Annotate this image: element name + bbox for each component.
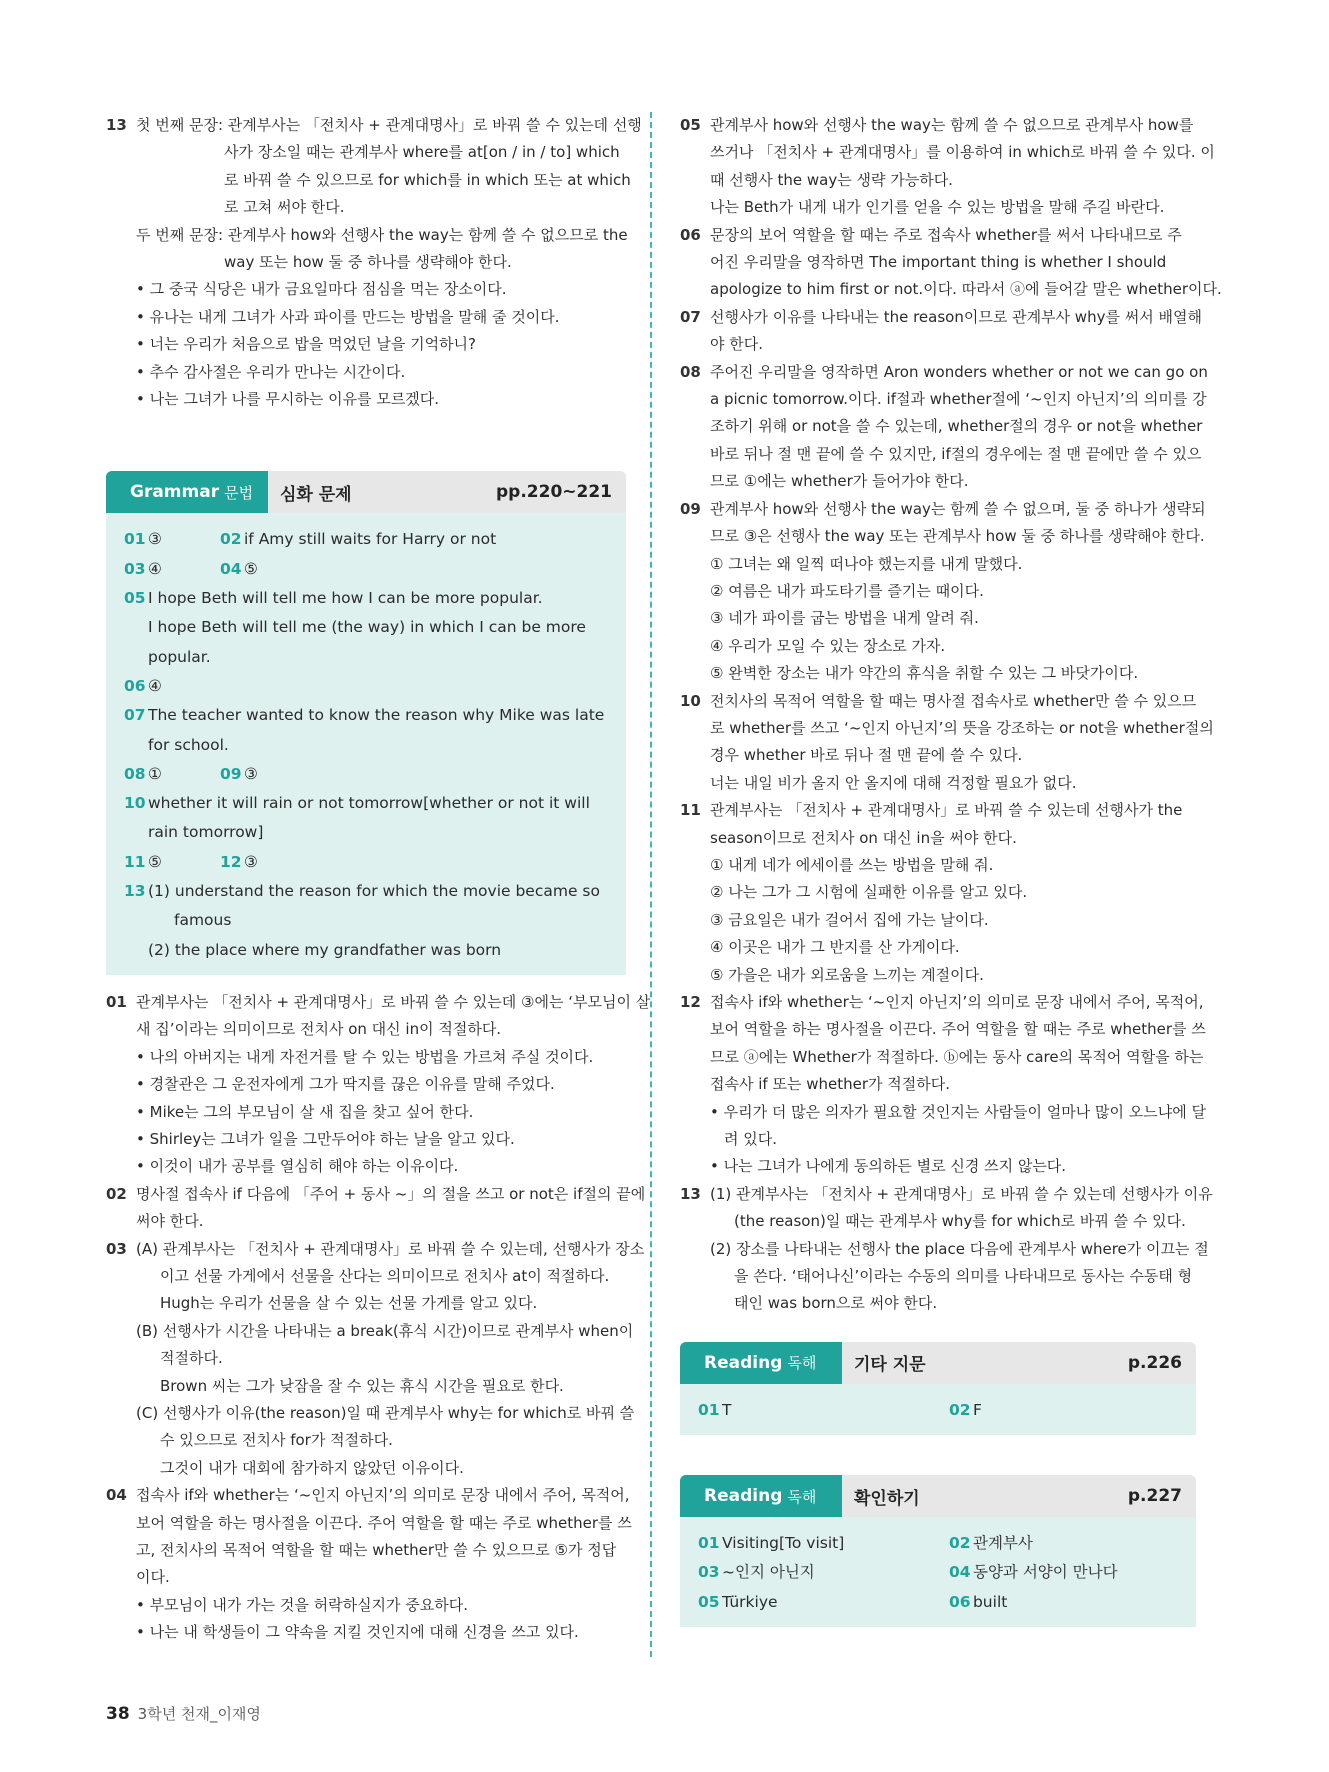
text-line: 적절하다. bbox=[160, 1349, 223, 1368]
text-line: season이므로 전치사 on 대신 in을 써야 한다. bbox=[710, 828, 1017, 847]
answer: popular. bbox=[148, 647, 211, 666]
item-number: 11 bbox=[680, 801, 701, 820]
translation-line: 려 있다. bbox=[724, 1130, 778, 1149]
answer-row: 01 T 02 F bbox=[698, 1400, 982, 1419]
text-line: 쓰거나 「전치사 + 관계대명사」를 이용하여 in which로 바꿔 쓸 수 있다. 이 bbox=[710, 143, 1215, 162]
text-line: 관계부사 how와 선행사 the way는 함께 쓸 수 없으며, 둘 중 하나가 생략되 bbox=[710, 499, 1206, 518]
answer: ④ bbox=[148, 676, 162, 695]
text-line: (the reason)일 때는 관계부사 why를 for which로 바꿔 쓸 수 있다. bbox=[734, 1212, 1186, 1231]
explanation-11 bbox=[680, 797, 1196, 989]
text-line: 관계부사 how와 선행사 the way는 함께 쓸 수 없으므로 관계부사 how를 bbox=[710, 116, 1194, 134]
text-line: 경우 whether 바로 뒤나 절 맨 끝에 쓸 수 있다. bbox=[710, 746, 1023, 765]
choice-translation: ① 내게 네가 에세이를 쓰는 방법을 말해 줘. bbox=[710, 855, 994, 874]
choice-translation: ⑤ 완벽한 장소는 내가 약간의 휴식을 취할 수 있는 그 바닷가이다. bbox=[710, 664, 1139, 683]
answer-row: 03 ④ 04 ⑤ bbox=[124, 559, 258, 578]
text-line: 선행사가 이유를 나타내는 the reason이므로 관계부사 why를 써서 배열해 bbox=[710, 307, 1202, 326]
translation-line: 나는 Beth가 내게 내가 인기를 얻을 수 있는 방법을 말해 주길 바란다. bbox=[710, 198, 1165, 217]
explanation-02 bbox=[106, 1181, 646, 1236]
translation-bullet: • Shirley는 그녀가 일을 그만두어야 하는 날을 알고 있다. bbox=[136, 1126, 626, 1153]
item-number: 08 bbox=[680, 362, 701, 381]
text-line: 전치사의 목적어 역할을 할 때는 명사절 접속사로 whether만 쓸 수 있으므 bbox=[710, 691, 1197, 710]
text-line: 접속사 if와 whether는 ‘~인지 아닌지’의 의미로 문장 내에서 주어, 목적어, bbox=[136, 1486, 630, 1505]
answer: for school. bbox=[148, 735, 229, 754]
answer: ④ bbox=[148, 559, 162, 578]
answer-item: 05 I hope Beth will tell me how I can be more popular. I hope Beth will tell me (the way) in which I can be more popular. bbox=[124, 584, 608, 672]
text-line: 접속사 if 또는 whether가 적절하다. bbox=[710, 1075, 950, 1094]
text-line: 관계부사는 「전치사 + 관계대명사」로 바꿔 쓸 수 있는데 ③에는 ‘부모님이 살 bbox=[136, 992, 651, 1011]
answer-row: 01 Visiting[To visit] 02 관계부사 bbox=[698, 1534, 1033, 1553]
text-line: 주어진 우리말을 영작하면 Aron wonders whether or not we can go on bbox=[710, 362, 1208, 381]
page-range: p.226 bbox=[1127, 1352, 1182, 1373]
box-header bbox=[106, 471, 626, 513]
explanation-03 bbox=[106, 1236, 645, 1483]
text-line: 어진 우리말을 영작하면 The important thing is whether I should bbox=[710, 253, 1167, 272]
text-line: (C) 선행사가 이유(the reason)일 때 관계부사 why는 for which로 바꿔 쓸 bbox=[136, 1404, 635, 1423]
answer: ③ bbox=[244, 852, 258, 871]
box-header bbox=[680, 1342, 1196, 1384]
tag-sublabel: 독해 bbox=[787, 1354, 817, 1373]
tag-label: Reading bbox=[704, 1486, 783, 1507]
answer-item: 07 The teacher wanted to know the reason why Mike was late for school. bbox=[124, 701, 608, 760]
text-line: 고, 전치사의 목적어 역할을 할 때는 whether만 쓸 수 있으므로 ⑤가 정답 bbox=[136, 1541, 617, 1560]
grammar-answer-box bbox=[106, 471, 626, 974]
translation-bullet: • 이것이 내가 공부를 열심히 해야 하는 이유이다. bbox=[136, 1153, 626, 1180]
item-number: 04 bbox=[106, 1486, 127, 1505]
text-line: (B) 선행사가 시간을 나타내는 a break(휴식 시간)이므로 관계부사 when이 bbox=[136, 1321, 634, 1340]
text-line: 야 한다. bbox=[710, 335, 764, 354]
answer: ⑤ bbox=[244, 559, 258, 578]
translation-bullet: • 너는 우리가 처음으로 밥을 먹었던 날을 기억하니? bbox=[136, 331, 626, 358]
answer-item: 10 whether it will rain or not tomorrow[whether or not it will rain tomorrow] bbox=[124, 789, 608, 848]
answer: famous bbox=[174, 911, 232, 930]
text-line: (A) 관계부사는 「전치사 + 관계대명사」로 바꿔 쓸 수 있는데, 선행사가 장소 bbox=[136, 1239, 645, 1258]
column-divider bbox=[650, 112, 652, 1657]
item-number: 13 bbox=[680, 1184, 701, 1203]
answer: (1) understand the reason for which the movie became so bbox=[148, 882, 600, 901]
text-line: 보어 역할을 하는 명사절을 이끈다. 주어 역할을 할 때는 주로 whether를 쓰 bbox=[710, 1020, 1206, 1039]
reading-answer-box-2 bbox=[680, 1475, 1196, 1627]
translation-bullet: • 그 중국 식당은 내가 금요일마다 점심을 먹는 장소이다. bbox=[136, 276, 626, 303]
text-line: 므로 ①에는 whether가 들어가야 한다. bbox=[710, 472, 969, 491]
answer: rain tomorrow] bbox=[148, 823, 264, 842]
answer: ③ bbox=[244, 764, 258, 783]
explanation-09 bbox=[680, 496, 1206, 688]
explanation-01 bbox=[106, 989, 651, 1181]
item-number: 10 bbox=[680, 691, 701, 710]
text-line: 보어 역할을 하는 명사절을 이끈다. 주어 역할을 할 때는 주로 whether를 쓰 bbox=[136, 1513, 632, 1532]
answer-list bbox=[106, 513, 626, 974]
explanation-12 bbox=[680, 989, 1207, 1181]
text-line: 새 집’이라는 의미이므로 전치사 on 대신 in이 적절하다. bbox=[136, 1020, 502, 1039]
answer-row: 08 ① 09 ③ bbox=[124, 764, 258, 783]
translation-line: Brown 씨는 그가 낮잠을 잘 수 있는 휴식 시간을 필요로 한다. bbox=[160, 1376, 564, 1395]
translation-bullet: • 추수 감사절은 우리가 만나는 시간이다. bbox=[136, 359, 626, 386]
right-column bbox=[680, 112, 1222, 1627]
text-line: (1) 관계부사는 「전치사 + 관계대명사」로 바꿔 쓸 수 있는데 선행사가 이유 bbox=[710, 1184, 1213, 1203]
translation-bullet: • 나는 그녀가 나를 무시하는 이유를 모르겠다. bbox=[136, 386, 626, 413]
translation-line: 너는 내일 비가 올지 안 올지에 대해 걱정할 필요가 없다. bbox=[710, 773, 1077, 792]
page-footer bbox=[106, 1703, 261, 1724]
answer: I hope Beth will tell me (the way) in which I can be more bbox=[148, 618, 586, 637]
explanation-13-right bbox=[680, 1181, 1213, 1318]
item-number: 05 bbox=[680, 116, 701, 134]
explanation-13 bbox=[106, 112, 642, 413]
answer: I hope Beth will tell me how I can be more popular. bbox=[148, 589, 543, 608]
answer-item: 06 ④ bbox=[124, 676, 162, 695]
answer: The teacher wanted to know the reason why Mike was late bbox=[148, 706, 605, 725]
item-number: 12 bbox=[680, 993, 701, 1011]
text-line: 때 선행사 the way는 생략 가능하다. bbox=[710, 170, 953, 189]
text-line: 관계부사는 「전치사 + 관계대명사」로 바꿔 쓸 수 있는데 선행사가 the bbox=[710, 801, 1183, 820]
item-number: 13 bbox=[106, 116, 127, 134]
explanation-08 bbox=[680, 359, 1208, 496]
explanation-04 bbox=[106, 1482, 632, 1646]
text-line: 이고 선물 가게에서 선물을 산다는 의미이므로 전치사 at이 적절하다. bbox=[160, 1266, 610, 1285]
text-line: a picnic tomorrow.이다. if절과 whether절에 ‘~인지 아닌지’의 의미를 강 bbox=[710, 390, 1207, 409]
answer-row: 05 Türkiye 06 built bbox=[698, 1592, 1008, 1611]
translation-bullet: • 나는 내 학생들이 그 약속을 지킬 것인지에 대해 신경을 쓰고 있다. bbox=[136, 1619, 626, 1646]
answer-row: 03 ~인지 아닌지 04 동양과 서양이 만나다 bbox=[698, 1563, 1118, 1582]
answer-list bbox=[680, 1517, 1196, 1627]
text-line: 조하기 위해 or not을 쓸 수 있는데, whether절의 경우 or not을 whether bbox=[710, 417, 1203, 436]
page-range: p.227 bbox=[1127, 1486, 1182, 1507]
text-line: apologize to him first or not.이다. 따라서 ⓐ에 들어갈 말은 whether이다. bbox=[710, 280, 1222, 299]
text-line: 사가 장소일 때는 관계부사 where를 at[on / in / to] which bbox=[224, 143, 620, 162]
page-number: 38 bbox=[106, 1704, 130, 1724]
answer: if Amy still waits for Harry or not bbox=[244, 530, 497, 549]
choice-translation: ① 그녀는 왜 일찍 떠나야 했는지를 내게 말했다. bbox=[710, 554, 1023, 573]
explanation-05 bbox=[680, 112, 1215, 222]
footer-text: 3학년 천재_이재영 bbox=[137, 1705, 261, 1723]
tag-sublabel: 독해 bbox=[787, 1487, 817, 1506]
item-number: 01 bbox=[106, 992, 127, 1011]
choice-translation: ③ 금요일은 내가 걸어서 집에 가는 날이다. bbox=[710, 910, 989, 929]
translation-bullet: • 부모님이 내가 가는 것을 허락하실지가 중요하다. bbox=[136, 1592, 626, 1619]
answer-row: 11 ⑤ 12 ③ bbox=[124, 852, 258, 871]
answer: 동양과 서양이 만나다 bbox=[972, 1563, 1118, 1582]
answer: ~인지 아닌지 bbox=[722, 1563, 815, 1582]
choice-translation: ② 나는 그가 그 시험에 실패한 이유를 알고 있다. bbox=[710, 883, 1028, 902]
text-line: 태인 was born으로 써야 한다. bbox=[734, 1294, 938, 1313]
text-line: 이다. bbox=[136, 1568, 170, 1587]
choice-translation: ⑤ 가을은 내가 외로움을 느끼는 계절이다. bbox=[710, 965, 984, 984]
text-line: 수 있으므로 전치사 for가 적절하다. bbox=[160, 1431, 393, 1450]
section-tag bbox=[106, 471, 268, 513]
choice-translation: ④ 우리가 모일 수 있는 장소로 가자. bbox=[710, 636, 946, 655]
text-line: 명사절 접속사 if 다음에 「주어 + 동사 ~」의 절을 쓰고 or not은 if절의 끝에 bbox=[136, 1184, 646, 1203]
text-line: 로 고쳐 써야 한다. bbox=[224, 198, 345, 217]
item-number: 02 bbox=[106, 1184, 127, 1203]
text-line: 로 바꿔 쓸 수 있으므로 for which를 in which 또는 at which bbox=[224, 170, 631, 189]
text-line: 문장의 보어 역할을 할 때는 주로 접속사 whether를 써서 나타내므로 주 bbox=[710, 225, 1182, 244]
translation-bullet: • 우리가 더 많은 의자가 필요할 것인지는 사람들이 얼마나 많이 오느냐에 달 bbox=[710, 1099, 1196, 1126]
left-column bbox=[106, 112, 651, 1647]
answer: T bbox=[722, 1400, 732, 1419]
text-line: (2) 장소를 나타내는 선행사 the place 다음에 관계부사 where가 이끄는 절 bbox=[710, 1239, 1209, 1258]
answer: whether it will rain or not tomorrow[whether or not it will bbox=[148, 794, 590, 813]
text-line: 을 쓴다. ‘태어나신’이라는 수동의 의미를 나타내므로 동사는 수동태 형 bbox=[734, 1267, 1193, 1286]
answer-item: 13 (1) understand the reason for which the movie became so famous (2) the place where my grandfather was born bbox=[124, 877, 608, 965]
translation-bullet: • 나는 그녀가 나에게 동의하든 별로 신경 쓰지 않는다. bbox=[710, 1153, 1196, 1180]
box-title: 심화 문제 bbox=[280, 484, 352, 505]
item-number: 07 bbox=[680, 307, 701, 326]
tag-label: Grammar bbox=[130, 482, 220, 503]
answer: (2) the place where my grandfather was born bbox=[148, 940, 502, 959]
translation-bullet: • 경찰관은 그 운전자에게 그가 딱지를 끊은 이유를 말해 주었다. bbox=[136, 1071, 626, 1098]
answer: ③ bbox=[148, 530, 162, 549]
answer: Visiting[To visit] bbox=[722, 1534, 845, 1553]
answer: F bbox=[972, 1400, 982, 1419]
reading-answer-box-1 bbox=[680, 1342, 1196, 1435]
explanation-07 bbox=[680, 304, 1202, 359]
text-line: 로 whether를 쓰고 ‘~인지 아닌지’의 뜻을 강조하는 or not을 whether절의 bbox=[710, 718, 1214, 737]
answer: ① bbox=[148, 764, 162, 783]
text-line: 므로 ③은 선행사 the way 또는 관계부사 how 둘 중 하나를 생략해야 한다. bbox=[710, 527, 1205, 546]
answer: built bbox=[972, 1592, 1008, 1611]
box-title: 기타 지문 bbox=[854, 1355, 926, 1376]
box-header bbox=[680, 1475, 1196, 1517]
item-number: 03 bbox=[106, 1239, 127, 1258]
answer-row: 01 ③ 02 if Amy still waits for Harry or not bbox=[124, 530, 497, 549]
item-number: 06 bbox=[680, 225, 701, 244]
choice-translation: ② 여름은 내가 파도타기를 즐기는 때이다. bbox=[710, 581, 984, 600]
page-range: pp.220~221 bbox=[495, 482, 612, 503]
answer: ⑤ bbox=[148, 852, 162, 871]
text-line: 두 번째 문장: 관계부사 how와 선행사 the way는 함께 쓸 수 없으므로 the bbox=[136, 225, 628, 244]
answer: 관계부사 bbox=[972, 1534, 1033, 1553]
tag-sublabel: 문법 bbox=[224, 483, 254, 502]
text-line: 바로 뒤나 절 맨 끝에 쓸 수 있지만, if절의 경우에는 절 맨 끝에만 쓸 수 있으 bbox=[710, 444, 1202, 463]
explanation-10 bbox=[680, 688, 1214, 798]
text-line: way 또는 how 둘 중 하나를 생략해야 한다. bbox=[224, 253, 512, 272]
box-title: 확인하기 bbox=[854, 1488, 920, 1509]
section-tag bbox=[680, 1342, 842, 1384]
translation-bullet: • 나의 아버지는 내게 자전거를 탈 수 있는 방법을 가르쳐 주실 것이다. bbox=[136, 1044, 626, 1071]
answer-list bbox=[680, 1384, 1196, 1435]
translation-line: Hugh는 우리가 선물을 살 수 있는 선물 가게를 알고 있다. bbox=[160, 1294, 538, 1313]
section-tag bbox=[680, 1475, 842, 1517]
answer: Türkiye bbox=[722, 1592, 778, 1611]
choice-translation: ③ 네가 파이를 굽는 방법을 내게 알려 줘. bbox=[710, 609, 979, 628]
tag-label: Reading bbox=[704, 1352, 783, 1373]
text-line: 접속사 if와 whether는 ‘~인지 아닌지’의 의미로 문장 내에서 주어, 목적어, bbox=[710, 993, 1204, 1011]
translation-bullet: • Mike는 그의 부모님이 살 새 집을 찾고 싶어 한다. bbox=[136, 1099, 626, 1126]
text-line: 첫 번째 문장: 관계부사는 「전치사 + 관계대명사」로 바꿔 쓸 수 있는데 선행 bbox=[136, 116, 642, 134]
translation-bullet: • 유나는 내게 그녀가 사과 파이를 만드는 방법을 말해 줄 것이다. bbox=[136, 304, 626, 331]
translation-line: 그것이 내가 대회에 참가하지 않았던 이유이다. bbox=[160, 1458, 464, 1477]
text-line: 써야 한다. bbox=[136, 1212, 204, 1231]
item-number: 09 bbox=[680, 499, 701, 518]
text-line: 므로 ⓐ에는 Whether가 적절하다. ⓑ에는 동사 care의 목적어 역할을 하는 bbox=[710, 1047, 1204, 1066]
choice-translation: ④ 이곳은 내가 그 반지를 산 가게이다. bbox=[710, 938, 960, 957]
explanation-06 bbox=[680, 222, 1222, 304]
